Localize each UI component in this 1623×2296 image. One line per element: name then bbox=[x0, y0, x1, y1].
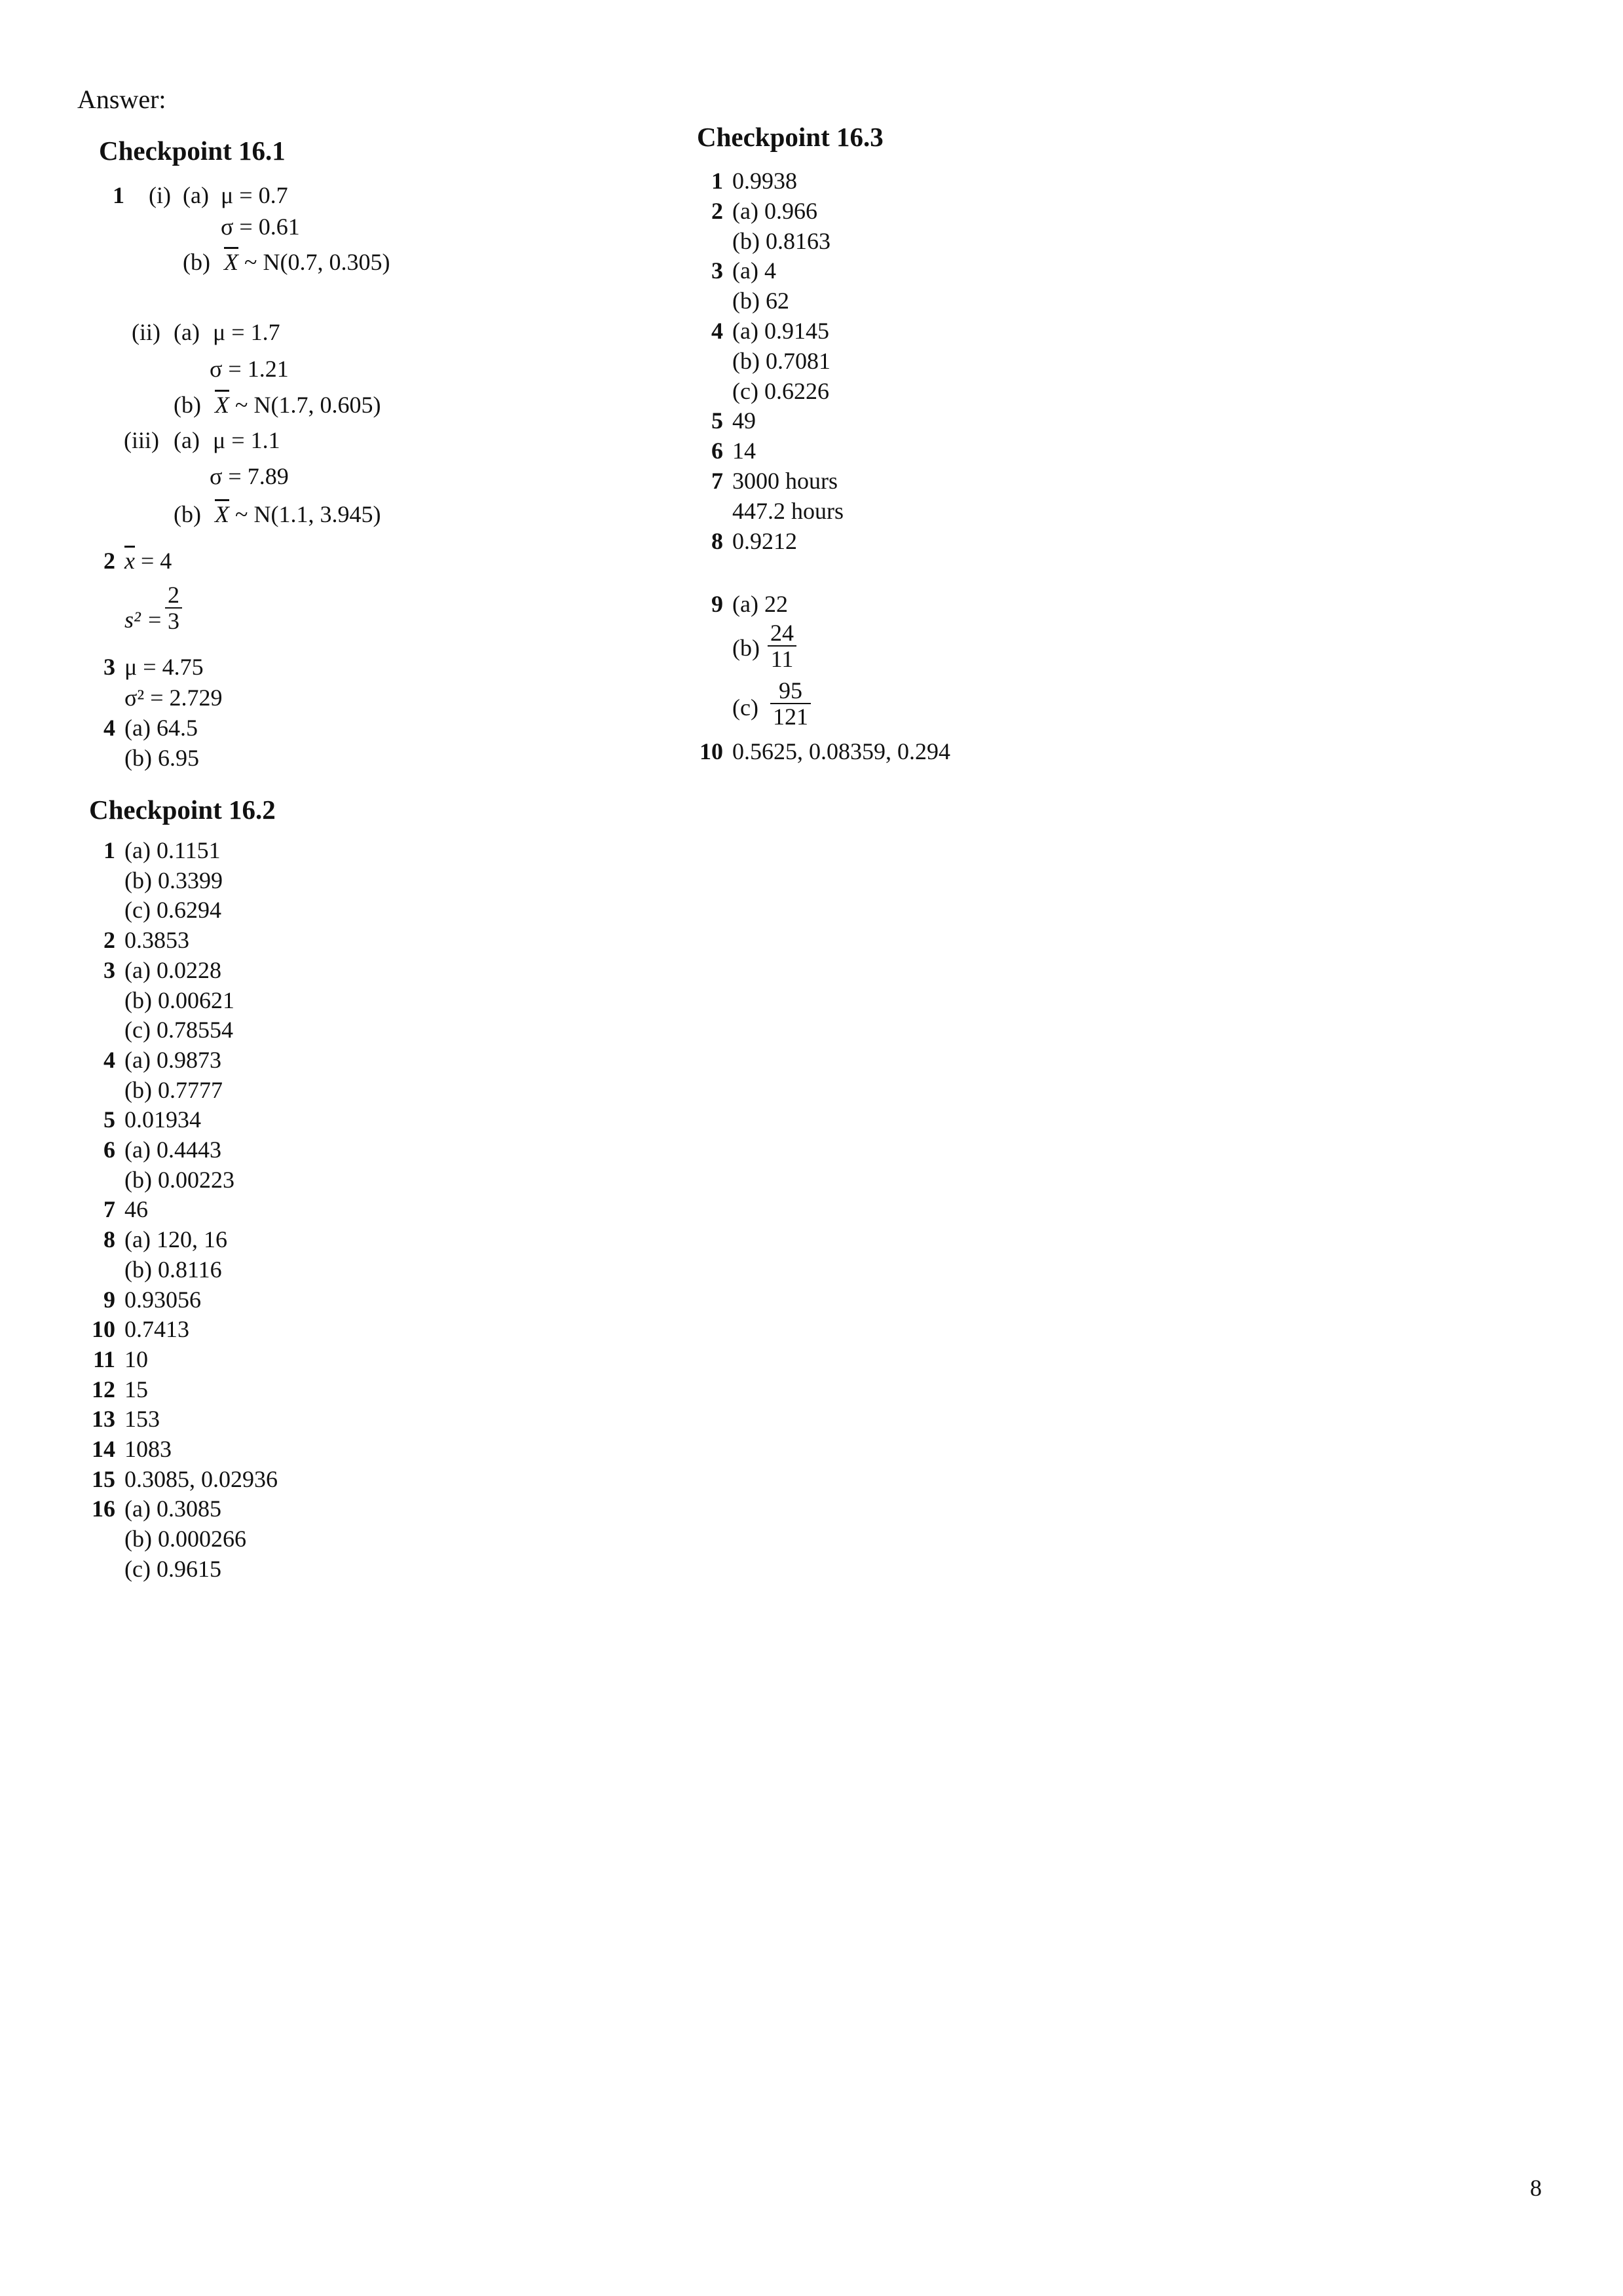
distribution-text: ~ N(1.1, 3.945) bbox=[235, 501, 381, 527]
mu-value: μ = 1.1 bbox=[213, 427, 280, 453]
question-number: 2 bbox=[103, 548, 115, 574]
answer-text: (c) 0.6294 bbox=[124, 897, 221, 924]
question-number: 14 bbox=[92, 1436, 115, 1462]
mu-value: μ = 1.7 bbox=[213, 319, 280, 345]
question-number: 4 bbox=[711, 318, 723, 344]
answer-text: (a) 64.5 bbox=[124, 715, 198, 741]
mu-value: μ = 4.75 bbox=[124, 654, 204, 680]
checkpoint-16-1-title: Checkpoint 16.1 bbox=[99, 136, 286, 166]
answer-text: (b) 6.95 bbox=[124, 745, 199, 771]
fraction-denominator: 11 bbox=[768, 645, 796, 671]
distribution bbox=[215, 501, 381, 527]
question-number: 10 bbox=[700, 738, 723, 764]
answer-text: 15 bbox=[124, 1376, 148, 1402]
fraction-numerator: 24 bbox=[770, 620, 794, 646]
sub-part-label: (b) bbox=[183, 249, 210, 275]
answer-text: 3000 hours bbox=[732, 468, 838, 494]
question-number: 3 bbox=[103, 956, 115, 983]
answer-label: Answer: bbox=[77, 85, 166, 114]
question-number: 11 bbox=[92, 1346, 115, 1372]
fraction-numerator: 2 bbox=[168, 582, 179, 608]
x-bar-symbol: $\overline{X}$ bbox=[224, 249, 238, 275]
question-number: 6 bbox=[711, 438, 723, 464]
sigma-value: σ = 1.21 bbox=[210, 356, 289, 382]
answer-text: (a) 120, 16 bbox=[124, 1226, 227, 1253]
fraction-denominator: 3 bbox=[165, 607, 182, 633]
question-number: 5 bbox=[103, 1106, 115, 1133]
page-number: 8 bbox=[1530, 2175, 1542, 2201]
answer-text: (c) 0.6226 bbox=[732, 377, 829, 404]
fraction-denominator: 121 bbox=[770, 703, 811, 729]
answer-text: (a) 22 bbox=[732, 591, 788, 617]
sub-part-label: (b) bbox=[732, 635, 760, 661]
question-number: 15 bbox=[92, 1465, 115, 1492]
distribution-text: ~ N(1.7, 0.605) bbox=[235, 392, 381, 418]
part-label: (ii) bbox=[132, 319, 160, 345]
sub-part-label: (a) bbox=[174, 427, 200, 453]
answer-text: (b) 0.00223 bbox=[124, 1166, 234, 1193]
x-bar-symbol: $\overline{x}$ bbox=[124, 548, 135, 574]
sub-part-label: (a) bbox=[174, 319, 200, 345]
sub-part-label: (b) bbox=[174, 392, 201, 418]
sub-part-label: (b) bbox=[174, 501, 201, 527]
checkpoint-16-2-title: Checkpoint 16.2 bbox=[89, 795, 276, 825]
distribution bbox=[224, 249, 390, 275]
part-label: (i) bbox=[149, 182, 171, 208]
question-number: 1 bbox=[711, 168, 723, 194]
sample-mean bbox=[124, 548, 172, 574]
question-number: 1 bbox=[103, 837, 115, 863]
question-number: 3 bbox=[103, 654, 115, 680]
distribution-text: ~ N(0.7, 0.305) bbox=[244, 249, 390, 275]
answer-text: (b) 0.00621 bbox=[124, 987, 234, 1013]
answer-text: 0.9938 bbox=[732, 168, 797, 194]
question-number: 13 bbox=[92, 1406, 115, 1433]
question-number: 4 bbox=[103, 715, 115, 741]
answer-text: (b) 0.000266 bbox=[124, 1526, 246, 1553]
answer-text: (b) 0.7777 bbox=[124, 1076, 223, 1103]
distribution bbox=[215, 392, 381, 418]
checkpoint-16-3-title: Checkpoint 16.3 bbox=[697, 122, 884, 152]
answer-text: (b) 0.8116 bbox=[124, 1256, 222, 1283]
question-number: 4 bbox=[103, 1046, 115, 1073]
answer-text: (c) 0.78554 bbox=[124, 1017, 233, 1044]
question-number: 8 bbox=[711, 527, 723, 554]
answer-fraction bbox=[768, 620, 796, 671]
sub-part-label: (a) bbox=[183, 182, 209, 208]
answer-text: (b) 0.3399 bbox=[124, 867, 223, 894]
question-number: 3 bbox=[711, 257, 723, 284]
answer-text: (a) 0.0228 bbox=[124, 956, 221, 983]
answer-text: 10 bbox=[124, 1346, 148, 1372]
answer-text: (b) 0.7081 bbox=[732, 347, 830, 374]
question-number: 9 bbox=[711, 591, 723, 617]
x-bar-symbol: $\overline{X}$ bbox=[215, 501, 229, 527]
question-number: 2 bbox=[711, 197, 723, 224]
answer-text: 0.3085, 0.02936 bbox=[124, 1465, 278, 1492]
answer-text: (a) 0.3085 bbox=[124, 1496, 221, 1522]
answer-text: (a) 0.4443 bbox=[124, 1137, 221, 1163]
x-bar-symbol: $\overline{X}$ bbox=[215, 392, 229, 418]
question-number: 8 bbox=[103, 1226, 115, 1253]
answer-text: 153 bbox=[124, 1406, 160, 1433]
sigma-value: σ = 7.89 bbox=[210, 463, 289, 489]
answer-text: 0.9212 bbox=[732, 527, 797, 554]
question-number: 12 bbox=[92, 1376, 115, 1402]
answer-text: 49 bbox=[732, 407, 756, 434]
question-number: 7 bbox=[711, 468, 723, 494]
part-label: (iii) bbox=[124, 427, 159, 453]
question-number: 6 bbox=[103, 1137, 115, 1163]
sigma-value: σ = 0.61 bbox=[221, 214, 300, 240]
answer-text: 0.01934 bbox=[124, 1106, 201, 1133]
answer-text: (a) 0.966 bbox=[732, 197, 817, 224]
sample-variance-label: s² = bbox=[124, 607, 163, 633]
answer-text: 447.2 hours bbox=[732, 497, 844, 524]
answer-text: (b) 0.8163 bbox=[732, 227, 830, 254]
answer-text: (c) 0.9615 bbox=[124, 1555, 221, 1582]
answer-text: (b) 62 bbox=[732, 288, 789, 314]
sigma-squared-value: σ² = 2.729 bbox=[124, 685, 223, 711]
answer-text: 1083 bbox=[124, 1436, 172, 1462]
answer-text: (a) 0.9873 bbox=[124, 1046, 221, 1073]
answer-text: 14 bbox=[732, 438, 756, 464]
question-number: 10 bbox=[92, 1316, 115, 1343]
answer-text: 0.7413 bbox=[124, 1316, 189, 1343]
sample-mean-value: = 4 bbox=[134, 548, 172, 574]
answer-fraction bbox=[770, 678, 811, 729]
fraction-numerator: 95 bbox=[779, 677, 802, 704]
answer-text: 0.3853 bbox=[124, 927, 189, 954]
question-number: 9 bbox=[103, 1286, 115, 1313]
mu-value: μ = 0.7 bbox=[221, 182, 288, 208]
question-number: 16 bbox=[92, 1496, 115, 1522]
sample-variance-fraction bbox=[165, 582, 182, 633]
answer-text: (a) 0.9145 bbox=[732, 318, 829, 344]
question-number: 2 bbox=[103, 927, 115, 954]
sub-part-label: (c) bbox=[732, 694, 758, 721]
answer-text: 0.5625, 0.08359, 0.294 bbox=[732, 738, 950, 764]
question-number: 7 bbox=[103, 1196, 115, 1223]
answer-text: (a) 0.1151 bbox=[124, 837, 221, 863]
question-number: 1 bbox=[113, 182, 124, 208]
answer-text: 0.93056 bbox=[124, 1286, 201, 1313]
answer-text: (a) 4 bbox=[732, 257, 776, 284]
answer-text: 46 bbox=[124, 1196, 148, 1223]
question-number: 5 bbox=[711, 407, 723, 434]
